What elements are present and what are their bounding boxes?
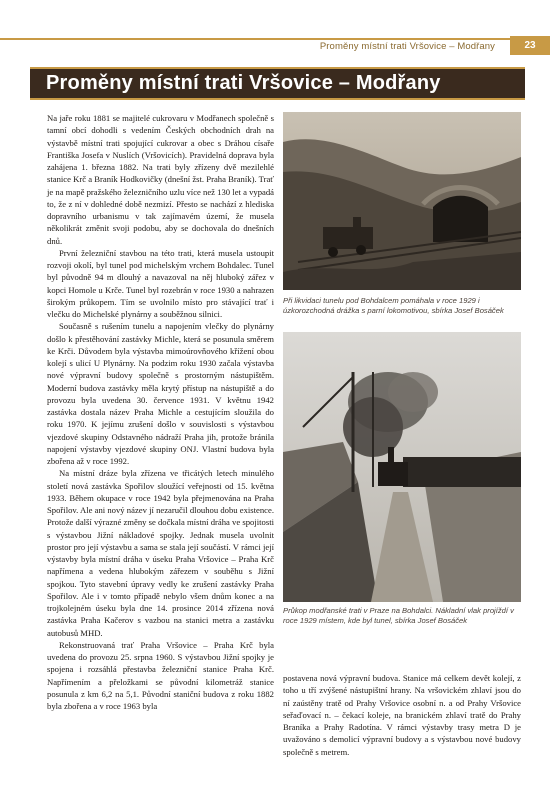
paragraph: První železniční stavbou na této trati, která musela ustoupit rozvoji okolí, byl tunel pod michelským vrchem Bohdalec. Tunel byl původně 94 m dlouhý a navazoval na něj hluboký zářez v kopci Homole u Krče. Tunel byl rozebrán v roce 1930 a nahrazen širokým průkopem. Tím se uvolnilo místo pro stávající trať i vlečku do Michelské plynárny a souběžnou silnici. [47,247,274,319]
tunnel-demolition-photo [283,112,521,290]
article-title-bar [30,67,525,100]
figure-caption: Průkop modřanské trati v Praze na Bohdalci. Nákladní vlak projíždí v roce 1929 místem, kde byl tunel, sbírka Josef Bosáček [283,606,514,625]
figure-caption: Při likvidaci tunelu pod Bohdalcem pomáhala v roce 1929 i úzkorozchodná drážka s parní lokomotivou, sbírka Josef Bosáček [283,296,504,315]
paragraph: Současně s rušením tunelu a napojením vlečky do plynárny došlo k přestěhování zastávky Michle, která se posunula směrem ke Krči. Důvodem byla výstavba mimoúrovňového křížení obou kolejí s ulicí U Plynárny. Na podzim roku 1930 začala výstavba nové výpravní budovy společně s prostorným nástupištěm. Moderní budova zastávky měla krytý přístup na nástupiště a do provozu byla uvedena 30. července 1931. V květnu 1942 zastávka dostala název Praha Michle a cestujícím sloužila do roku 1970. K jejímu zrušení došlo v souvislosti s výstavbou vjezdové skupiny Odstavného nádraží Praha jih, protože bránila napojení výstavby vjezdové skupiny ONJ. Vlastní budova byla zbořena až v roce 1992. [47,321,274,466]
article-title: Proměny místní trati Vršovice – Modřany [46,72,441,94]
page-number: 23 [510,36,550,55]
text-column-right [283,672,521,758]
paragraph: Rekonstruovaná trať Praha Vršovice – Praha Krč byla uvedena do provozu 25. srpna 1960. S výstavbou Jižní spojky je spojena i rozsáhlá přestavba železniční stanice Praha Krč. Napřímením a přeložkami se původní kilometráž stanice posunula z km 6,2 na 5,1. Původní staniční budova z roku 1882 byla zbořena a v roce 1963 byla [47,639,274,711]
running-title: Proměny místní trati Vršovice – Modřany [319,41,495,52]
paragraph: Na jaře roku 1881 se majitelé cukrovaru v Modřanech společně s tamní obcí dohodli s vedením Českých obchodních drah na výstavbě místní trati spojující cukrovar a obec s Dráhou císaře Františka Josefa v Nuslích (Vršovicích). Pravidelná doprava byla zahájena 1. března 1882. Na trati byly zřízeny dvě mezilehlé stanice Krč a Braník Hodkovičky (dnešní žst. Praha Braník). Trať je na mapě pražského železničního uzlu více než 130 let a vypadá to, že z ní v dohledné době nezmizí. Přesto se nachází z hlediska dopravního urbanismu v tak zajímavém území, že musela několikrát změnit svoji podobu, aby se dochovala do dnešních dnů. [47,113,274,246]
header-rule [0,38,510,40]
paragraph: postavena nová výpravní budova. Stanice má celkem devět kolejí, z toho u tří zvýšené nástupištní hrany. Na vršovickém zhlaví jsou do ní zaústěny tratě od Prahy Vršovice osobní n. a od Prahy Vršovice seřaďovací n. – čekací koleje, na branickém zhlaví tratě do Prahy Braníka a Prahy Radotína. V rámci výstavby trasy metra D je uvažováno s demolicí výpravní budovy a s výstavbou nové budovy společně s metrem. [283,673,521,757]
text-column-left [47,112,274,712]
paragraph: Na místní dráze byla zřízena ve třicátých letech minulého století nová zastávka Spořilov sloužící veřejnosti od 15. května 1933. Během okupace v roce 1942 byla přejmenována na Praha Spořilov. Ale ani nový název jí nezaručil dlouhou dobu existence. Protože další výrazné změny se dočkala místní dráha ve spojitosti s výstavbou Jižní nákladové spojky. Jednak musela uvolnit prostor pro její výstavbu a sama se stala její součástí. V rámci její výstavby byla místní dráha v úseku Praha Vršovice – Praha Krč napřímena a vedena hlubokým zářezem v souběhu s Jižní spojkou. Tyto stavební úpravy vedly ke zrušení zastávky Praha Spořilov. Ale i v tomto případě nebylo všem dnům konec a na trojkolejném úseku byla dne 14. prosince 2014 zřízena nová zastávka Praha Kačerov s vazbou na stanici metra a zastávku autobusů MHD. [47,468,274,638]
freight-train-cutting-photo [283,332,521,602]
